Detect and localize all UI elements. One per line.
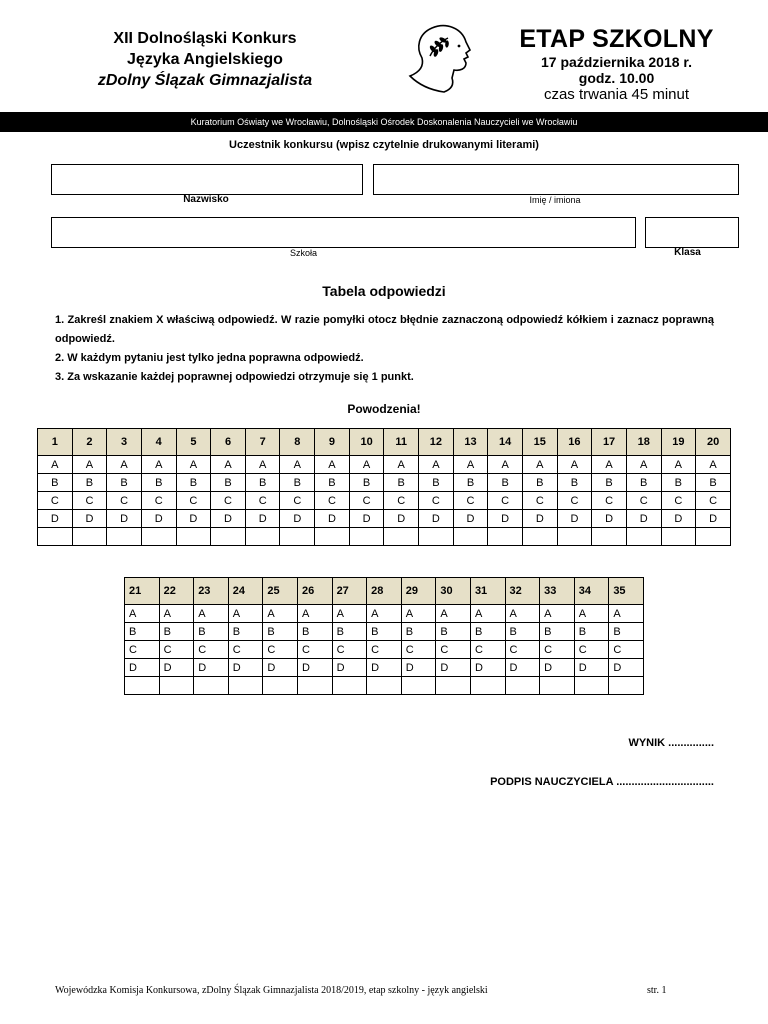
answer-option-cell[interactable]: D <box>245 510 280 528</box>
question-number-cell: 5 <box>176 429 211 456</box>
blank-cell[interactable] <box>401 677 436 695</box>
answer-option-cell[interactable]: D <box>194 659 229 677</box>
blank-cell[interactable] <box>159 677 194 695</box>
answer-option-cell[interactable]: C <box>245 492 280 510</box>
answer-option-cell[interactable]: A <box>505 605 540 623</box>
answer-option-cell[interactable]: C <box>211 492 246 510</box>
blank-cell[interactable] <box>384 528 419 546</box>
answer-option-cell[interactable]: C <box>367 641 402 659</box>
blank-cell[interactable] <box>661 528 696 546</box>
answer-option-cell[interactable]: B <box>176 474 211 492</box>
class-field[interactable] <box>645 217 739 248</box>
answer-option-cell[interactable]: A <box>141 456 176 474</box>
answer-option-cell[interactable]: A <box>574 605 609 623</box>
answer-option-cell[interactable]: C <box>159 641 194 659</box>
question-number-cell: 28 <box>367 578 402 605</box>
participant-heading: Uczestnik konkursu (wpisz czytelnie drukowanymi literami) <box>229 139 539 151</box>
answer-option-cell[interactable]: A <box>280 456 315 474</box>
question-number-cell: 9 <box>315 429 350 456</box>
blank-cell[interactable] <box>419 528 454 546</box>
answer-option-cell[interactable]: A <box>661 456 696 474</box>
teacher-signature-label: PODPIS NAUCZYCIELA ................................ <box>490 776 714 788</box>
contest-title-line1: XII Dolnośląski Konkurs <box>113 30 297 47</box>
answer-option-cell[interactable]: A <box>384 456 419 474</box>
answer-option-cell[interactable]: D <box>505 659 540 677</box>
question-number-cell: 6 <box>211 429 246 456</box>
answer-option-cell[interactable]: C <box>488 492 523 510</box>
answer-option-cell[interactable]: A <box>522 456 557 474</box>
blank-cell[interactable] <box>626 528 661 546</box>
answer-option-cell[interactable]: B <box>436 623 471 641</box>
answer-option-cell[interactable]: C <box>38 492 73 510</box>
answer-table-2 <box>124 577 644 695</box>
answer-option-cell[interactable]: D <box>349 510 384 528</box>
option-row <box>125 623 644 641</box>
good-luck-text: Powodzenia! <box>347 402 421 416</box>
answer-table-title: Tabela odpowiedzi <box>322 283 446 299</box>
answer-option-cell[interactable]: C <box>141 492 176 510</box>
answer-option-cell[interactable]: C <box>436 641 471 659</box>
stage-title: ETAP SZKOLNY <box>519 25 714 53</box>
answer-option-cell[interactable]: A <box>125 605 160 623</box>
answer-table-1 <box>37 428 731 546</box>
answer-option-cell[interactable]: C <box>626 492 661 510</box>
answer-option-cell[interactable]: A <box>297 605 332 623</box>
answer-option-cell[interactable]: D <box>125 659 160 677</box>
answer-option-cell[interactable]: A <box>228 605 263 623</box>
question-number-cell: 15 <box>522 429 557 456</box>
option-row <box>38 510 731 528</box>
question-number-cell: 10 <box>349 429 384 456</box>
answer-option-cell[interactable]: A <box>176 456 211 474</box>
result-label: WYNIK ............... <box>628 737 714 749</box>
answer-option-cell[interactable]: C <box>419 492 454 510</box>
answer-option-cell[interactable]: C <box>72 492 107 510</box>
blank-cell[interactable] <box>522 528 557 546</box>
answer-option-cell[interactable]: C <box>263 641 298 659</box>
school-label: Szkoła <box>289 248 317 258</box>
blank-cell[interactable] <box>141 528 176 546</box>
blank-cell[interactable] <box>574 677 609 695</box>
blank-cell[interactable] <box>453 528 488 546</box>
answer-option-cell[interactable]: A <box>453 456 488 474</box>
answer-option-cell[interactable]: B <box>332 623 367 641</box>
answer-option-cell[interactable]: D <box>384 510 419 528</box>
question-number-cell: 25 <box>263 578 298 605</box>
question-number-row <box>38 429 731 456</box>
exam-duration: czas trwania 45 minut <box>543 86 690 103</box>
blank-cell[interactable] <box>125 677 160 695</box>
answer-option-cell[interactable]: B <box>263 623 298 641</box>
blank-cell[interactable] <box>488 528 523 546</box>
blank-cell[interactable] <box>72 528 107 546</box>
answer-option-cell[interactable]: D <box>367 659 402 677</box>
answer-option-cell[interactable]: C <box>470 641 505 659</box>
answer-option-cell[interactable]: D <box>557 510 592 528</box>
answer-option-cell[interactable]: B <box>107 474 142 492</box>
contest-title <box>60 28 350 91</box>
exam-date: 17 października 2018 r. <box>541 54 692 70</box>
blank-cell[interactable] <box>470 677 505 695</box>
answer-option-cell[interactable]: D <box>661 510 696 528</box>
organizer-bar: Kuratorium Oświaty we Wrocławiu, Dolnośląski Ośrodek Doskonalenia Nauczycieli we Wrocławiu <box>0 112 768 132</box>
answer-option-cell[interactable]: D <box>107 510 142 528</box>
answer-option-cell[interactable]: D <box>436 659 471 677</box>
page-number: str. 1 <box>647 985 667 996</box>
answer-option-cell[interactable]: D <box>453 510 488 528</box>
answer-option-cell[interactable]: B <box>505 623 540 641</box>
answer-option-cell[interactable]: B <box>453 474 488 492</box>
answer-option-cell[interactable]: D <box>211 510 246 528</box>
question-number-cell: 13 <box>453 429 488 456</box>
contest-title-line3: zDolny Ślązak Gimnazjalista <box>97 72 313 89</box>
blank-cell[interactable] <box>592 528 627 546</box>
blank-cell[interactable] <box>38 528 73 546</box>
answer-option-cell[interactable]: A <box>592 456 627 474</box>
answer-option-cell[interactable]: C <box>194 641 229 659</box>
answer-option-cell[interactable]: B <box>609 623 644 641</box>
first-name-field[interactable] <box>373 164 739 195</box>
answer-option-cell[interactable]: B <box>38 474 73 492</box>
answer-option-cell[interactable]: C <box>661 492 696 510</box>
instruction-1: 1. Zakreśl znakiem X właściwą odpowiedź. W razie pomyłki otocz błędnie zaznaczoną odpowiedź kółkiem i zaznacz poprawną odpowiedź. <box>55 314 714 345</box>
answer-option-cell[interactable]: B <box>297 623 332 641</box>
answer-option-cell[interactable]: A <box>107 456 142 474</box>
answer-option-cell[interactable]: C <box>540 641 575 659</box>
instruction-2: 2. W każdym pytaniu jest tylko jedna poprawna odpowiedź. <box>55 352 364 364</box>
answer-option-cell[interactable]: A <box>696 456 731 474</box>
question-number-cell: 35 <box>609 578 644 605</box>
blank-cell[interactable] <box>367 677 402 695</box>
answer-option-cell[interactable]: D <box>332 659 367 677</box>
blank-cell[interactable] <box>505 677 540 695</box>
blank-row <box>38 528 731 546</box>
answer-option-cell[interactable]: A <box>211 456 246 474</box>
answer-option-cell[interactable]: B <box>626 474 661 492</box>
answer-option-cell[interactable]: C <box>522 492 557 510</box>
answer-option-cell[interactable]: D <box>38 510 73 528</box>
question-number-row <box>125 578 644 605</box>
question-number-cell: 22 <box>159 578 194 605</box>
answer-option-cell[interactable]: B <box>367 623 402 641</box>
blank-cell[interactable] <box>280 528 315 546</box>
school-field[interactable] <box>51 217 636 248</box>
question-number-cell: 12 <box>419 429 454 456</box>
question-number-cell: 20 <box>696 429 731 456</box>
answer-option-cell[interactable]: B <box>159 623 194 641</box>
answer-option-cell[interactable]: D <box>315 510 350 528</box>
blank-cell[interactable] <box>211 528 246 546</box>
answer-option-cell[interactable]: B <box>141 474 176 492</box>
answer-option-cell[interactable]: A <box>470 605 505 623</box>
instructions <box>55 311 714 387</box>
option-row <box>125 659 644 677</box>
answer-option-cell[interactable]: B <box>228 623 263 641</box>
answer-option-cell[interactable]: C <box>505 641 540 659</box>
answer-option-cell[interactable]: A <box>194 605 229 623</box>
answer-option-cell[interactable]: B <box>401 623 436 641</box>
answer-option-cell[interactable]: C <box>592 492 627 510</box>
question-number-cell: 21 <box>125 578 160 605</box>
question-number-cell: 24 <box>228 578 263 605</box>
answer-option-cell[interactable]: D <box>280 510 315 528</box>
question-number-cell: 18 <box>626 429 661 456</box>
answer-option-cell[interactable]: A <box>332 605 367 623</box>
answer-option-cell[interactable]: C <box>453 492 488 510</box>
option-row <box>38 456 731 474</box>
question-number-cell: 8 <box>280 429 315 456</box>
answer-option-cell[interactable]: C <box>297 641 332 659</box>
answer-option-cell[interactable]: A <box>245 456 280 474</box>
blank-cell[interactable] <box>263 677 298 695</box>
answer-option-cell[interactable]: A <box>488 456 523 474</box>
answer-option-cell[interactable]: D <box>626 510 661 528</box>
answer-option-cell[interactable]: D <box>609 659 644 677</box>
question-number-cell: 32 <box>505 578 540 605</box>
answer-option-cell[interactable]: A <box>349 456 384 474</box>
answer-option-cell[interactable]: C <box>401 641 436 659</box>
answer-option-cell[interactable]: B <box>470 623 505 641</box>
blank-cell[interactable] <box>436 677 471 695</box>
answer-option-cell[interactable]: D <box>419 510 454 528</box>
question-number-cell: 31 <box>470 578 505 605</box>
blank-cell[interactable] <box>332 677 367 695</box>
answer-option-cell[interactable]: A <box>419 456 454 474</box>
question-number-cell: 26 <box>297 578 332 605</box>
answer-option-cell[interactable]: C <box>280 492 315 510</box>
question-number-cell: 1 <box>38 429 73 456</box>
answer-option-cell[interactable]: D <box>488 510 523 528</box>
answer-option-cell[interactable]: D <box>141 510 176 528</box>
answer-option-cell[interactable]: B <box>696 474 731 492</box>
answer-option-cell[interactable]: A <box>540 605 575 623</box>
option-row <box>38 492 731 510</box>
answer-option-cell[interactable]: A <box>38 456 73 474</box>
blank-cell[interactable] <box>107 528 142 546</box>
exam-time: godz. 10.00 <box>578 70 655 86</box>
answer-option-cell[interactable]: C <box>176 492 211 510</box>
first-name-label: Imię / imiona <box>529 195 581 205</box>
question-number-cell: 4 <box>141 429 176 456</box>
answer-option-cell[interactable]: C <box>557 492 592 510</box>
question-number-cell: 30 <box>436 578 471 605</box>
answer-option-cell[interactable]: B <box>557 474 592 492</box>
answer-option-cell[interactable]: B <box>72 474 107 492</box>
answer-option-cell[interactable]: B <box>592 474 627 492</box>
answer-option-cell[interactable]: A <box>626 456 661 474</box>
answer-option-cell[interactable]: D <box>574 659 609 677</box>
answer-option-cell[interactable]: A <box>557 456 592 474</box>
question-number-cell: 2 <box>72 429 107 456</box>
answer-option-cell[interactable]: B <box>540 623 575 641</box>
option-row <box>38 474 731 492</box>
surname-label: Nazwisko <box>183 194 229 205</box>
answer-option-cell[interactable]: D <box>470 659 505 677</box>
blank-cell[interactable] <box>245 528 280 546</box>
answer-option-cell[interactable]: D <box>540 659 575 677</box>
answer-option-cell[interactable]: C <box>349 492 384 510</box>
blank-cell[interactable] <box>194 677 229 695</box>
answer-option-cell[interactable]: A <box>263 605 298 623</box>
blank-cell[interactable] <box>297 677 332 695</box>
answer-option-cell[interactable]: B <box>574 623 609 641</box>
answer-option-cell[interactable]: D <box>696 510 731 528</box>
answer-option-cell[interactable]: A <box>315 456 350 474</box>
answer-option-cell[interactable]: B <box>125 623 160 641</box>
answer-option-cell[interactable]: D <box>522 510 557 528</box>
question-number-cell: 29 <box>401 578 436 605</box>
option-row <box>125 641 644 659</box>
question-number-cell: 3 <box>107 429 142 456</box>
surname-field[interactable] <box>51 164 363 195</box>
question-number-cell: 17 <box>592 429 627 456</box>
answer-option-cell[interactable]: C <box>696 492 731 510</box>
answer-option-cell[interactable]: D <box>228 659 263 677</box>
class-label: Klasa <box>674 247 701 258</box>
blank-cell[interactable] <box>557 528 592 546</box>
blank-cell[interactable] <box>696 528 731 546</box>
answer-option-cell[interactable]: B <box>245 474 280 492</box>
answer-option-cell[interactable]: C <box>574 641 609 659</box>
instruction-3: 3. Za wskazanie każdej poprawnej odpowiedzi otrzymuje się 1 punkt. <box>55 371 414 383</box>
answer-option-cell[interactable]: B <box>384 474 419 492</box>
option-row <box>125 605 644 623</box>
answer-option-cell[interactable]: D <box>176 510 211 528</box>
answer-option-cell[interactable]: C <box>228 641 263 659</box>
blank-cell[interactable] <box>315 528 350 546</box>
answer-option-cell[interactable]: B <box>211 474 246 492</box>
question-number-cell: 33 <box>540 578 575 605</box>
answer-option-cell[interactable]: A <box>401 605 436 623</box>
blank-cell[interactable] <box>540 677 575 695</box>
answer-option-cell[interactable]: A <box>436 605 471 623</box>
answer-option-cell[interactable]: D <box>592 510 627 528</box>
answer-option-cell[interactable]: C <box>609 641 644 659</box>
contest-title-line2: Języka Angielskiego <box>127 51 283 68</box>
answer-option-cell[interactable]: B <box>419 474 454 492</box>
answer-option-cell[interactable]: A <box>367 605 402 623</box>
question-number-cell: 23 <box>194 578 229 605</box>
answer-option-cell[interactable]: D <box>72 510 107 528</box>
answer-option-cell[interactable]: B <box>661 474 696 492</box>
question-number-cell: 14 <box>488 429 523 456</box>
footer-text: Wojewódzka Komisja Konkursowa, zDolny Ślązak Gimnazjalista 2018/2019, etap szkolny - język angielski <box>55 985 488 996</box>
blank-cell[interactable] <box>228 677 263 695</box>
question-number-cell: 34 <box>574 578 609 605</box>
answer-option-cell[interactable]: D <box>297 659 332 677</box>
blank-cell[interactable] <box>176 528 211 546</box>
answer-option-cell[interactable]: B <box>280 474 315 492</box>
answer-option-cell[interactable]: B <box>194 623 229 641</box>
stage-info <box>505 24 728 103</box>
answer-option-cell[interactable]: C <box>384 492 419 510</box>
question-number-cell: 19 <box>661 429 696 456</box>
answer-option-cell[interactable]: D <box>263 659 298 677</box>
answer-option-cell[interactable]: B <box>349 474 384 492</box>
blank-cell[interactable] <box>609 677 644 695</box>
question-number-cell: 16 <box>557 429 592 456</box>
answer-option-cell[interactable]: A <box>72 456 107 474</box>
question-number-cell: 11 <box>384 429 419 456</box>
blank-cell[interactable] <box>349 528 384 546</box>
answer-option-cell[interactable]: B <box>315 474 350 492</box>
answer-option-cell[interactable]: B <box>488 474 523 492</box>
answer-option-cell[interactable]: D <box>159 659 194 677</box>
blank-row <box>125 677 644 695</box>
question-number-cell: 7 <box>245 429 280 456</box>
answer-option-cell[interactable]: D <box>401 659 436 677</box>
answer-option-cell[interactable]: C <box>315 492 350 510</box>
answer-option-cell[interactable]: C <box>125 641 160 659</box>
answer-option-cell[interactable]: B <box>522 474 557 492</box>
profile-head-laurel-icon <box>400 22 478 96</box>
question-number-cell: 27 <box>332 578 367 605</box>
answer-option-cell[interactable]: C <box>332 641 367 659</box>
answer-option-cell[interactable]: C <box>107 492 142 510</box>
answer-option-cell[interactable]: A <box>159 605 194 623</box>
answer-option-cell[interactable]: A <box>609 605 644 623</box>
